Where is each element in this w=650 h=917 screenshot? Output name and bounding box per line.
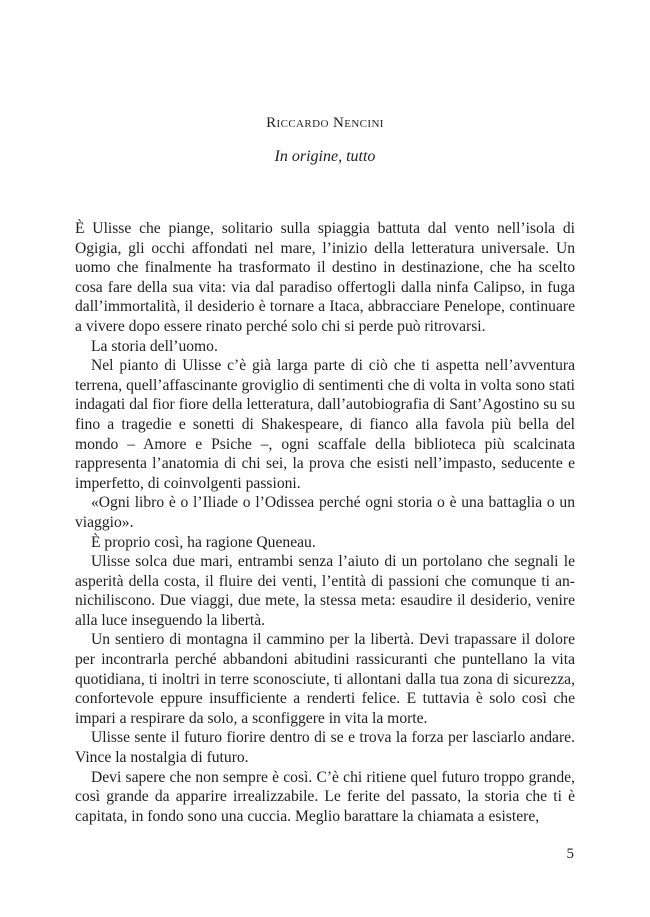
- page-number: 5: [566, 846, 574, 862]
- paragraph-1: È Ulisse che piange, solitario sulla spiaggia battuta dal vento nell’isola di Ogigia, gli occhi affondati nel mare, l’inizio della letteratura universale. Un uomo che finalmente ha trasformato il destino in destinazione, che ha scelto cosa fare della sua vita: via dal paradiso offertogli dalla ninfa Calipso, in fuga dall’immortalità, il desiderio è tornare a Itaca, abbracciare Penelope, continuare a vivere dopo essere rinato perché solo chi si perde può ritrovarsi.: [75, 220, 575, 335]
- paragraph-8: Ulisse sente il futuro fiorire dentro di se e trova la forza per lasciarlo andare. Vince la nostalgia di futuro.: [75, 729, 575, 767]
- paragraph-6: Ulisse solca due mari, entrambi senza l’aiuto di un portolano che segnali le asperità della costa, il fluire dei venti, l’entità di passioni che comunque ti annichiliscono. Due viaggi, due mete, la stessa meta: esaudire il desiderio, venire alla luce inseguendo la libertà.: [75, 553, 575, 629]
- chapter-title: In origine, tutto: [274, 148, 376, 165]
- body-text: [75, 219, 575, 826]
- paragraph-7: Un sentiero di montagna il cammino per la libertà. Devi trapassare il dolore per incontrarla perché abbandoni abitudini rassicuranti che puntellano la vita quotidiana, ti inoltri in terre sconosciute, ti allontani dalla tua zona di sicurezza, confortevole eppure insufficiente a renderti felice. E tuttavia è solo così che impari a respirare da solo, a sconfiggere in vita la morte.: [75, 631, 575, 727]
- paragraph-9: Devi sapere che non sempre è così. C’è chi ritiene quel futuro troppo grande, così grande da apparire irrealizzabile. Le ferite del passato, la storia che ti è capitata, in fondo sono una cuccia. Meglio barattare la chiamata a esistere,: [75, 768, 575, 825]
- paragraph-4: «Ogni libro è o l’Iliade o l’Odissea perché ogni storia o è una battaglia o un viaggio».: [75, 494, 575, 531]
- chapter-author: Riccardo Nencini: [266, 115, 384, 131]
- paragraph-5: È proprio così, ha ragione Queneau.: [91, 533, 316, 551]
- paragraph-3: Nel pianto di Ulisse c’è già larga parte di ciò che ti aspetta nell’avventura terrena, quell’affascinante groviglio di sentimenti che di volta in volta sono stati indagati dal fior fiore della letteratura, dall’autobiografia di Sant’Agostino su su fino a tragedie e sonetti di Shakespeare, di fianco alla favola più bella del mondo – Amore e Psiche –, ogni scaffale della biblioteca più scalcinata rappresenta l’anatomia di chi sei, la prova che esisti nell’impasto, seducente e imperfetto, di coinvolgenti passioni.: [75, 357, 575, 492]
- paragraph-2: La storia dell’uomo.: [91, 337, 218, 355]
